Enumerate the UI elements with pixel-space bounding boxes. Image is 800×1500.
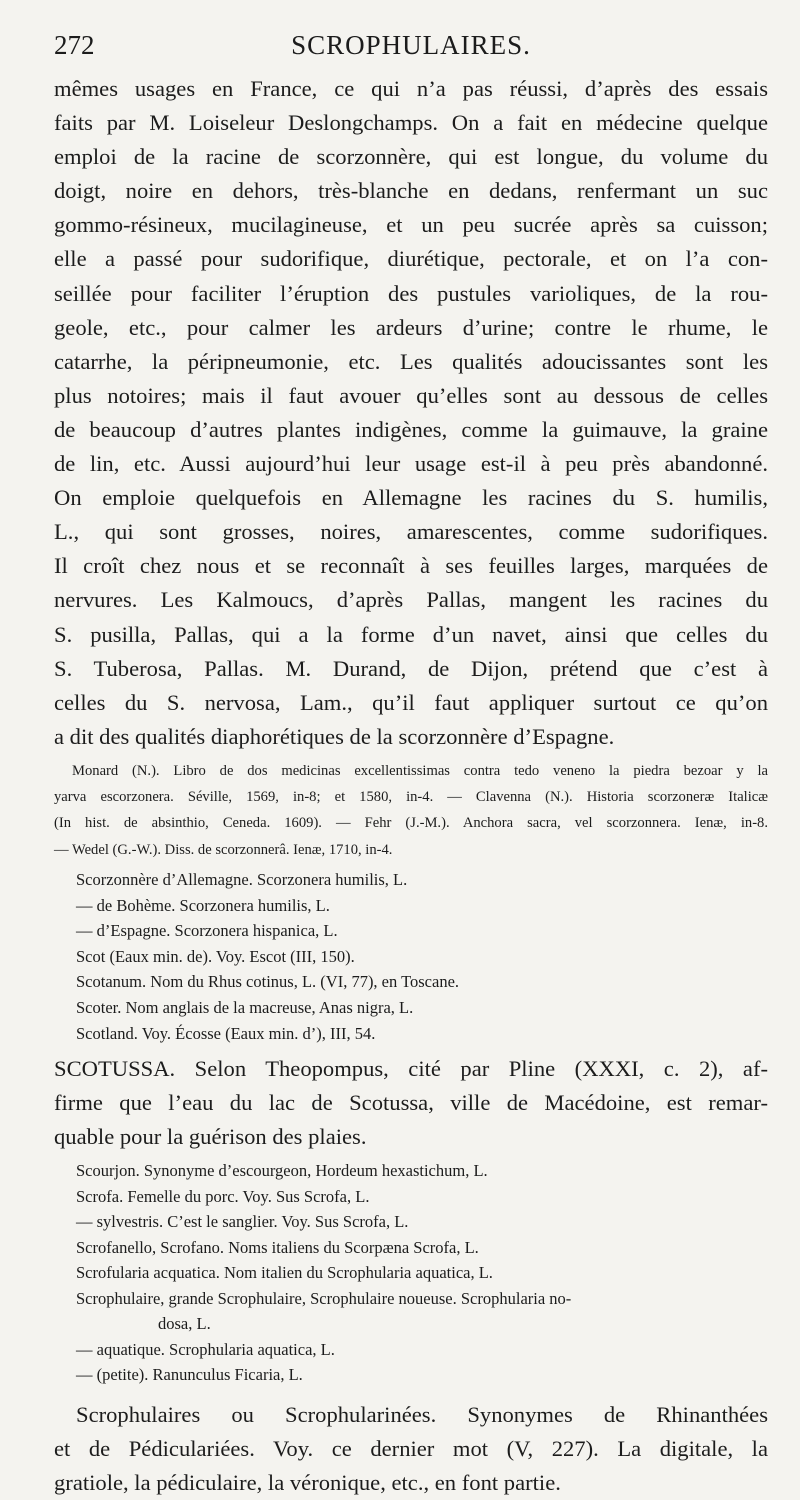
text-line: de beaucoup d’autres plantes indigènes, comme la guimauve, la graine <box>54 416 768 442</box>
dictionary-entry: Scotanum. Nom du Rhus cotinus, L. (VI, 77), en Toscane. <box>76 972 460 992</box>
dictionary-entry: Scorzonnère d’Allemagne. Scorzonera humilis, L. <box>76 870 408 890</box>
entry-list <box>76 867 768 1046</box>
text-line: S. pusilla, Pallas, qui a la forme d’un navet, ainsi que celles du <box>54 621 768 647</box>
text-line: a dit des qualités diaphorétiques de la scorzonnère d’Espagne. <box>54 723 615 749</box>
text-line: Il croît chez nous et se reconnaît à ses feuilles larges, marquées de <box>54 553 768 579</box>
page-number: 272 <box>54 30 95 60</box>
text-line: gratiole, la pédiculaire, la véronique, etc., en font partie. <box>54 1469 561 1495</box>
text-line: quable pour la guérison des plaies. <box>54 1124 367 1150</box>
dictionary-entry: Scotland. Voy. Écosse (Eaux min. d’), III, 54. <box>76 1023 376 1043</box>
text-line: catarrhe, la péripneumonie, etc. Les qualités adoucissantes sont les <box>54 348 768 374</box>
text-line: S. Tuberosa, Pallas. M. Durand, de Dijon, prétend que c’est à <box>54 655 768 681</box>
page-header <box>54 28 768 72</box>
text-line: gommo-résineux, mucilagineuse, et un peu sucrée après sa cuisson; <box>54 212 768 238</box>
dictionary-entry: Scot (Eaux min. de). Voy. Escot (III, 150). <box>76 946 355 966</box>
text-line: mêmes usages en France, ce qui n’a pas réussi, d’après des essais <box>54 76 768 101</box>
running-head: SCROPHULAIRES. <box>291 30 531 60</box>
text-line: celles du S. nervosa, Lam., qu’il faut appliquer surtout ce qu’on <box>54 689 768 715</box>
dictionary-entry: Scrofa. Femelle du porc. Voy. Sus Scrofa, L. <box>76 1186 370 1206</box>
text-line: doigt, noire en dehors, très-blanche en dedans, renfermant un suc <box>54 178 768 204</box>
dictionary-entry: Scrofanello, Scrofano. Noms italiens du Scorpæna Scrofa, L. <box>76 1237 479 1257</box>
dictionary-entry: — sylvestris. C’est le sanglier. Voy. Sus Scrofa, L. <box>76 1212 409 1232</box>
text-line: nervures. Les Kalmoucs, d’après Pallas, mangent les racines du <box>54 587 768 613</box>
dictionary-entry: — d’Espagne. Scorzonera hispanica, L. <box>76 921 338 941</box>
text-line: Scrophulaires ou Scrophularinées. Synonymes de Rhinanthées <box>76 1401 768 1427</box>
text-line: seillée pour faciliter l’éruption des pustules varioliques, de la rou- <box>54 280 768 306</box>
text-line: et de Pédiculariées. Voy. ce dernier mot (V, 227). La digitale, la <box>54 1435 768 1461</box>
scotussa-paragraph <box>54 1052 768 1154</box>
dictionary-entry: dosa, L. <box>158 1314 211 1334</box>
text-line: emploi de la racine de scorzonnère, qui est longue, du volume du <box>54 144 768 170</box>
text-line: L., qui sont grosses, noires, amarescentes, comme sudorifiques. <box>54 519 768 545</box>
dictionary-entry: Scoter. Nom anglais de la macreuse, Anas nigra, L. <box>76 998 414 1018</box>
text-line: firme que l’eau du lac de Scotussa, ville de Macédoine, est remar- <box>54 1090 768 1116</box>
dictionary-entry: — (petite). Ranunculus Ficaria, L. <box>76 1365 303 1385</box>
text-line: On emploie quelquefois en Allemagne les racines du S. humilis, <box>54 485 768 511</box>
text-line: geole, etc., pour calmer les ardeurs d’urine; contre le rhume, le <box>54 314 768 340</box>
bibliography-line: Monard (N.). Libro de dos medicinas excellentissimas contra tedo veneno la piedra bezoar y la <box>72 762 768 779</box>
dictionary-entry: — de Bohème. Scorzonera humilis, L. <box>76 895 330 915</box>
bibliography-line: yarva escorzonera. Séville, 1569, in-8; et 1580, in-4. — Clavenna (N.). Historia scorzoneræ Italicæ <box>54 789 768 806</box>
dictionary-entry: Scourjon. Synonyme d’escourgeon, Hordeum hexastichum, L. <box>76 1161 488 1181</box>
text-line: de lin, etc. Aussi aujourd’hui leur usage est-il à peu près abandonné. <box>54 451 768 477</box>
dictionary-entry: — aquatique. Scrophularia aquatica, L. <box>76 1339 335 1359</box>
text-line: SCOTUSSA. Selon Theopompus, cité par Pline (XXXI, c. 2), af- <box>54 1056 768 1082</box>
text-line: plus notoires; mais il faut avouer qu’elles sont au dessous de celles <box>54 382 768 408</box>
bibliography-line: (In hist. de absinthio, Ceneda. 1609). — Fehr (J.-M.). Anchora sacra, vel scorzonnera. Ienæ, in-8. <box>54 815 768 832</box>
text-line: elle a passé pour sudorifique, diurétique, pectorale, et on l’a con- <box>54 246 768 272</box>
dictionary-entry: Scrophulaire, grande Scrophulaire, Scrophulaire noueuse. Scrophularia no- <box>76 1288 572 1308</box>
text-line: faits par M. Loiseleur Deslongchamps. On a fait en médecine quelque <box>54 110 768 136</box>
dictionary-entry: Scrofularia acquatica. Nom italien du Scrophularia aquatica, L. <box>76 1263 493 1283</box>
bibliography-line: — Wedel (G.-W.). Diss. de scorzonnerâ. Ienæ, 1710, in-4. <box>54 841 393 858</box>
entry-list <box>76 1158 768 1388</box>
final-paragraph <box>54 1398 768 1500</box>
bibliography <box>54 758 768 863</box>
main-paragraph <box>54 72 768 754</box>
